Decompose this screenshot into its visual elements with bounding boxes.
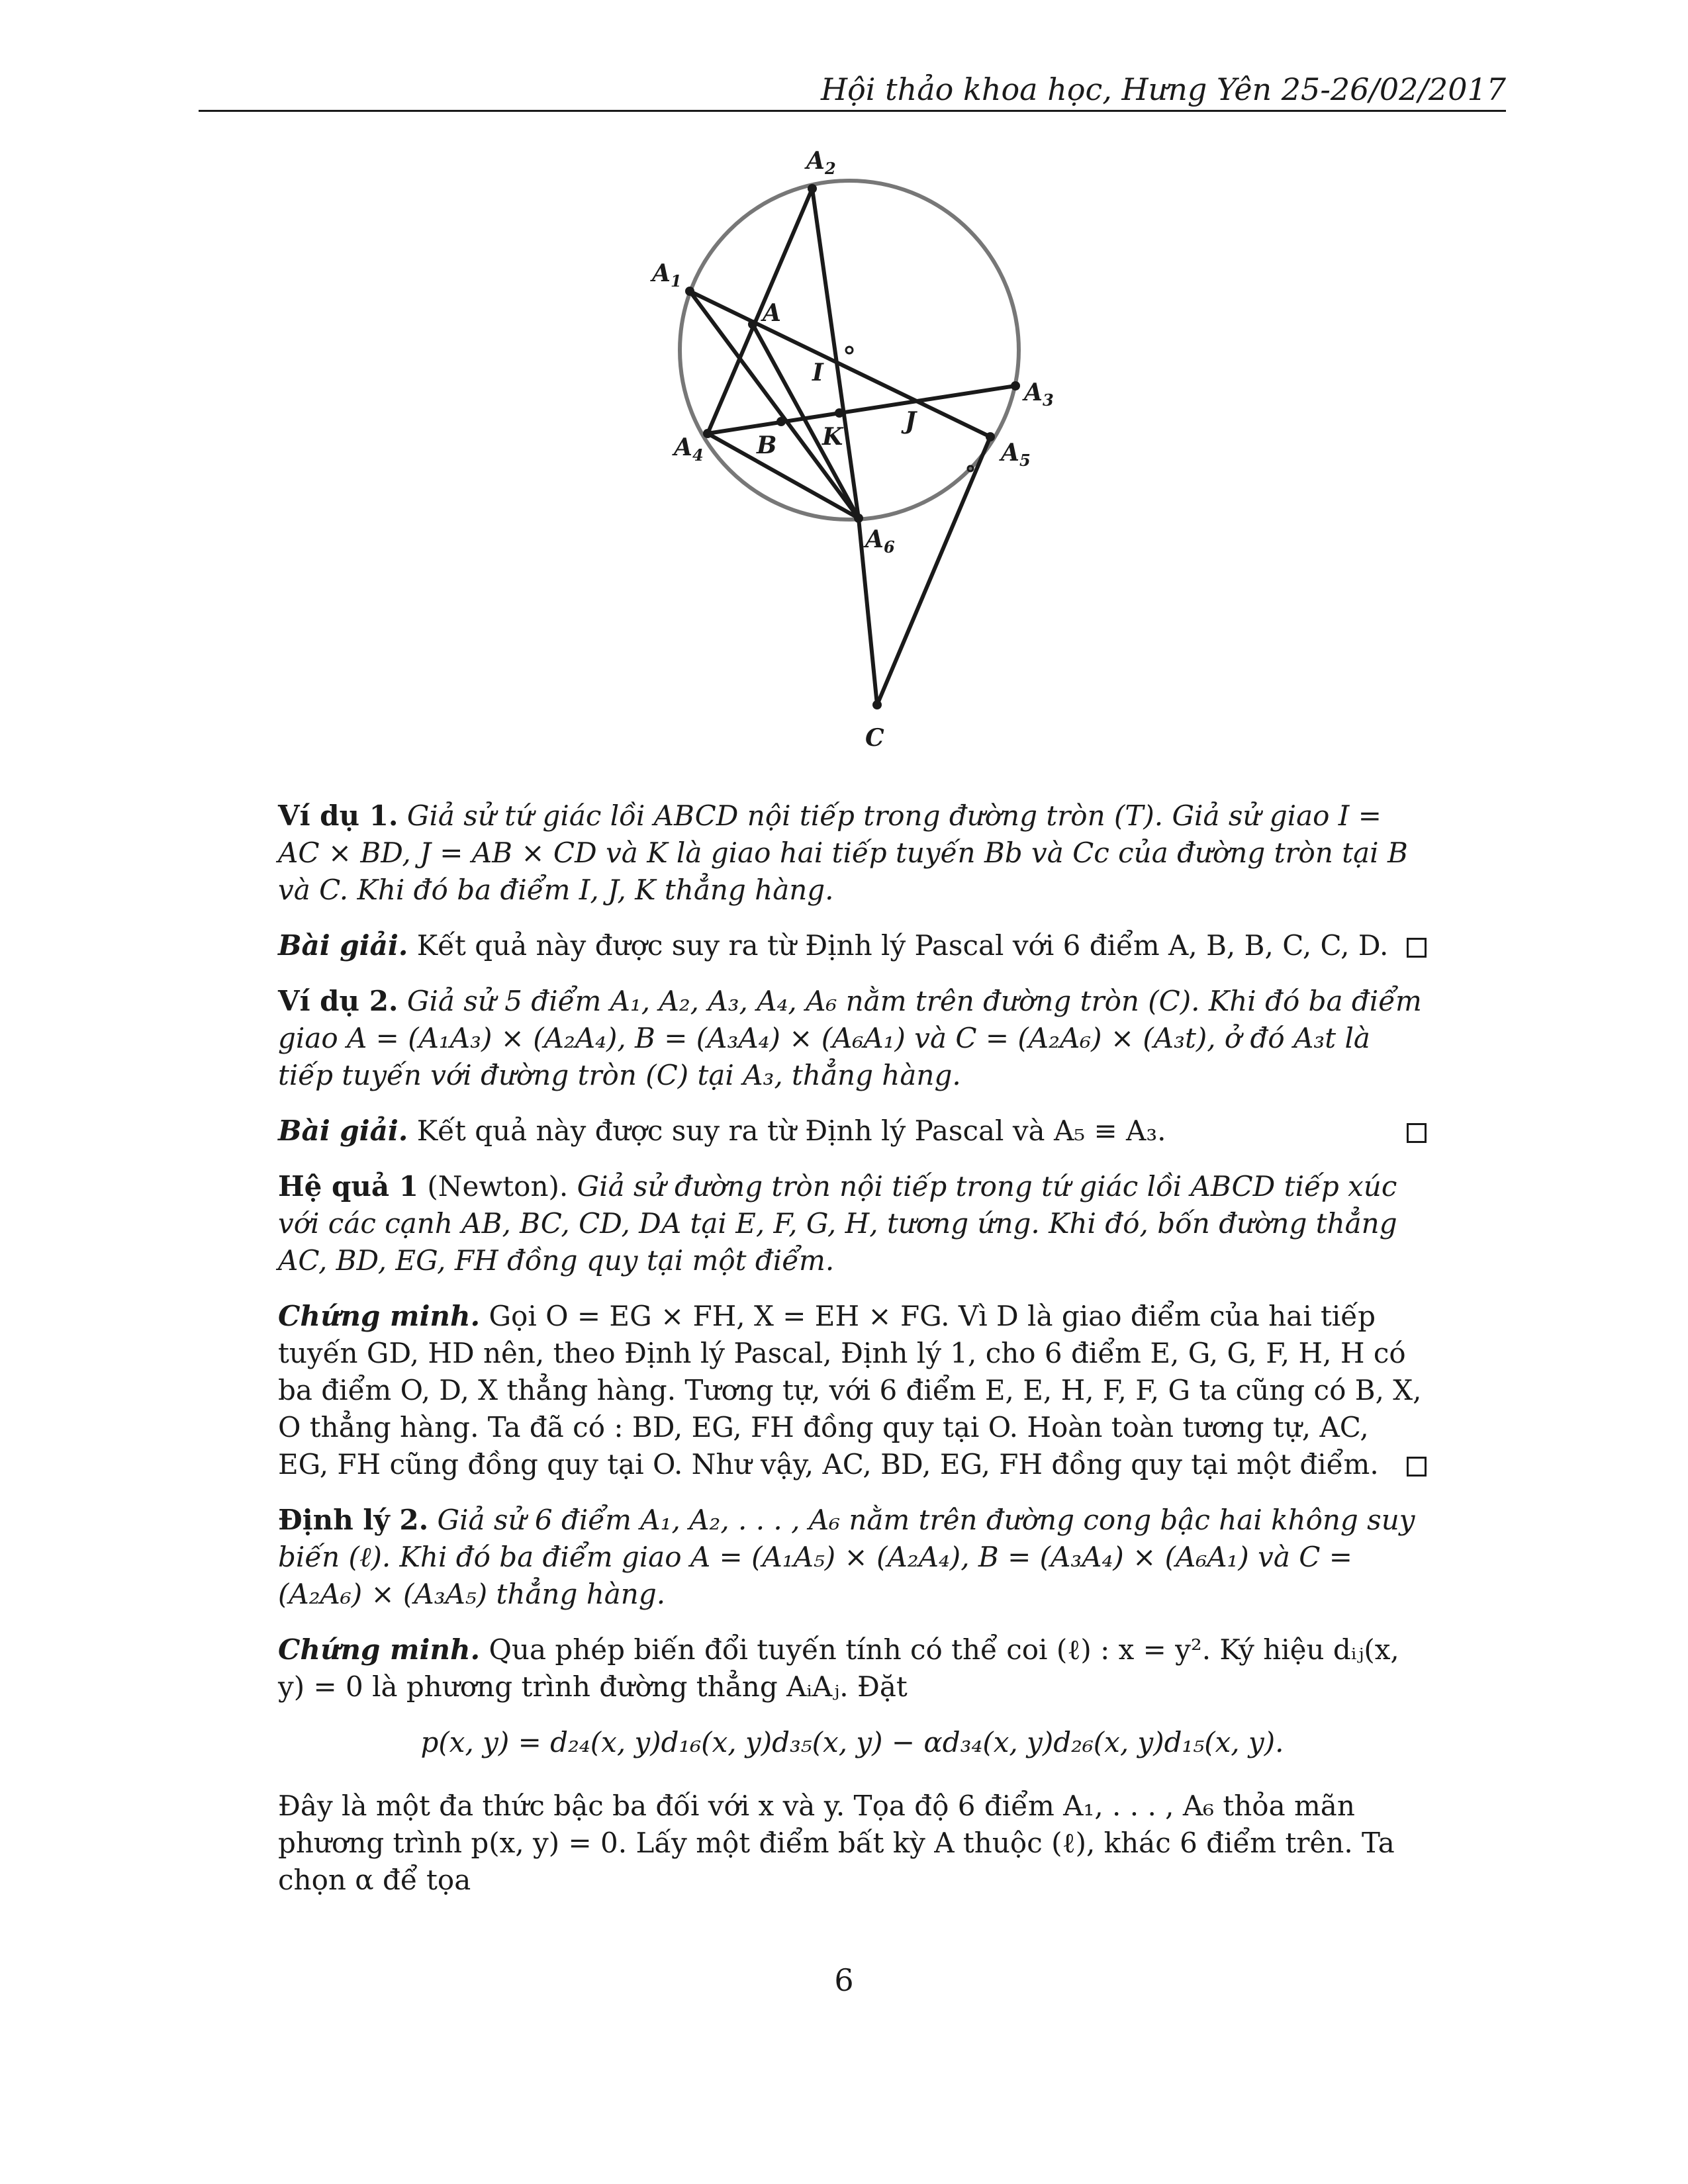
label-i: I (812, 359, 823, 387)
label-a: A (763, 299, 781, 327)
solution-1-label: Bài giải. (278, 929, 408, 962)
label-a5: $A_5$ (1001, 439, 1031, 470)
proof-2-label: Chứng minh. (278, 1633, 481, 1666)
solution-2-text: Kết quả này được suy ra từ Định lý Pascal và A₅ ≡ A₃. (416, 1115, 1166, 1147)
line-a2-a4 (708, 189, 812, 433)
corollary-1-text: Giả sử đường tròn nội tiếp trong tứ giác lồi ABCD tiếp xúc với các cạnh AB, BC, CD, DA tại E, F, G, H, tương ứng. Khi đó, bốn đường thẳng AC, BD, EG, FH đồng quy tại một điểm. (278, 1170, 1397, 1277)
body-text (278, 797, 1427, 1917)
corollary-1-paren: (Newton). (427, 1170, 569, 1203)
theorem-2-text: Giả sử 6 điểm A₁, A₂, . . . , A₆ nằm trên đường cong bậc hai không suy biến (ℓ). Khi đó ba điểm giao A = (A₁A₅) × (A₂A₄), B = (A₃A₄) × (A₆A₁) và C = (A₂A₆) × (A₃A₅) thẳng hàng. (278, 1504, 1415, 1610)
proof-2 (278, 1631, 1427, 1706)
proof-2-text: Qua phép biến đổi tuyến tính có thể coi (ℓ) : x = y². Ký hiệu dᵢⱼ(x, y) = 0 là phương trình đường thẳng AᵢAⱼ. Đặt (278, 1633, 1399, 1703)
line-a5-c (877, 437, 990, 705)
example-2-label: Ví dụ 2. (278, 985, 399, 1017)
solution-1-text: Kết quả này được suy ra từ Định lý Pascal với 6 điểm A, B, B, C, C, D. (416, 929, 1389, 962)
proof-1-label: Chứng minh. (278, 1300, 481, 1332)
point-a (748, 320, 757, 329)
display-formula: p(x, y) = d₂₄(x, y)d₁₆(x, y)d₃₅(x, y) − αd₃₄(x, y)d₂₆(x, y)d₁₅(x, y). (420, 1726, 1284, 1758)
solution-2 (278, 1113, 1427, 1150)
label-j: J (905, 407, 917, 435)
label-c: C (865, 724, 884, 752)
solution-1 (278, 927, 1427, 964)
point-a6 (854, 514, 863, 523)
point-c (872, 700, 882, 709)
point-a5 (986, 432, 995, 441)
point-a4 (703, 429, 712, 438)
running-header: Hội thảo khoa học, Hưng Yên 25-26/02/2017 (820, 71, 1506, 107)
example-1-label: Ví dụ 1. (278, 799, 399, 832)
proof-2-continued (278, 1788, 1427, 1899)
label-a1: $A_1$ (652, 259, 682, 291)
example-2-text: Giả sử 5 điểm A₁, A₂, A₃, A₄, A₆ nằm trên đường tròn (C). Khi đó ba điểm giao A = (A₁A₃) × (A₂A₄), B = (A₃A₄) × (A₆A₁) và C = (A₂A₆) × (A₃t), ở đó A₃t là tiếp tuyến với đường tròn (C) tại A₃, thẳng hàng. (278, 985, 1422, 1091)
proof-2-after: Đây là một đa thức bậc ba đối với x và y. Tọa độ 6 điểm A₁, . . . , A₆ thỏa mãn phương trình p(x, y) = 0. Lấy một điểm bất kỳ A thuộc (ℓ), khác 6 điểm trên. Ta chọn α để tọa (278, 1790, 1395, 1896)
label-k: K (822, 423, 843, 451)
qed-box (1407, 1457, 1427, 1477)
theorem-2-label: Định lý 2. (278, 1504, 429, 1536)
label-a3: $A_3$ (1024, 379, 1054, 410)
proof-1 (278, 1298, 1427, 1483)
point-a3 (1011, 381, 1020, 390)
corollary-1 (278, 1168, 1427, 1279)
point-a1 (685, 287, 694, 296)
theorem-2 (278, 1502, 1427, 1613)
label-a2: $A_2$ (806, 147, 836, 178)
point-k (835, 408, 844, 418)
pascal-figure (629, 139, 1092, 768)
example-2 (278, 983, 1427, 1094)
qed-box (1407, 938, 1427, 958)
proof-1-text: Gọi O = EG × FH, X = EH × FG. Vì D là giao điểm của hai tiếp tuyến GD, HD nên, theo Định lý Pascal, Định lý 1, cho 6 điểm E, G, G, F, H, H có ba điểm O, D, X thẳng hàng. Tương tự, với 6 điểm E, E, H, F, F, G ta cũng có B, X, O thẳng hàng. Ta đã có : BD, EG, FH đồng quy tại O. Hoàn toàn tương tự, AC, EG, FH cũng đồng quy tại O. Như vậy, AC, BD, EG, FH đồng quy tại một điểm. (278, 1300, 1422, 1480)
label-b: B (757, 432, 777, 459)
page-number: 6 (834, 1962, 854, 1998)
label-a4: $A_4$ (674, 433, 704, 465)
solution-2-label: Bài giải. (278, 1115, 408, 1147)
header-rule (199, 110, 1506, 112)
qed-box (1407, 1123, 1427, 1143)
example-1 (278, 797, 1427, 909)
corollary-1-label: Hệ quả 1 (278, 1170, 418, 1203)
point-b (776, 417, 786, 426)
example-1-text: Giả sử tứ giác lồi ABCD nội tiếp trong đường tròn (T). Giả sử giao I = AC × BD, J = AB × CD và K là giao hai tiếp tuyến Bb và Cc của đường tròn tại B và C. Khi đó ba điểm I, J, K thẳng hàng. (278, 799, 1408, 906)
label-a6: $A_6$ (865, 525, 895, 557)
center-point (846, 347, 853, 353)
point-a2 (808, 184, 817, 193)
